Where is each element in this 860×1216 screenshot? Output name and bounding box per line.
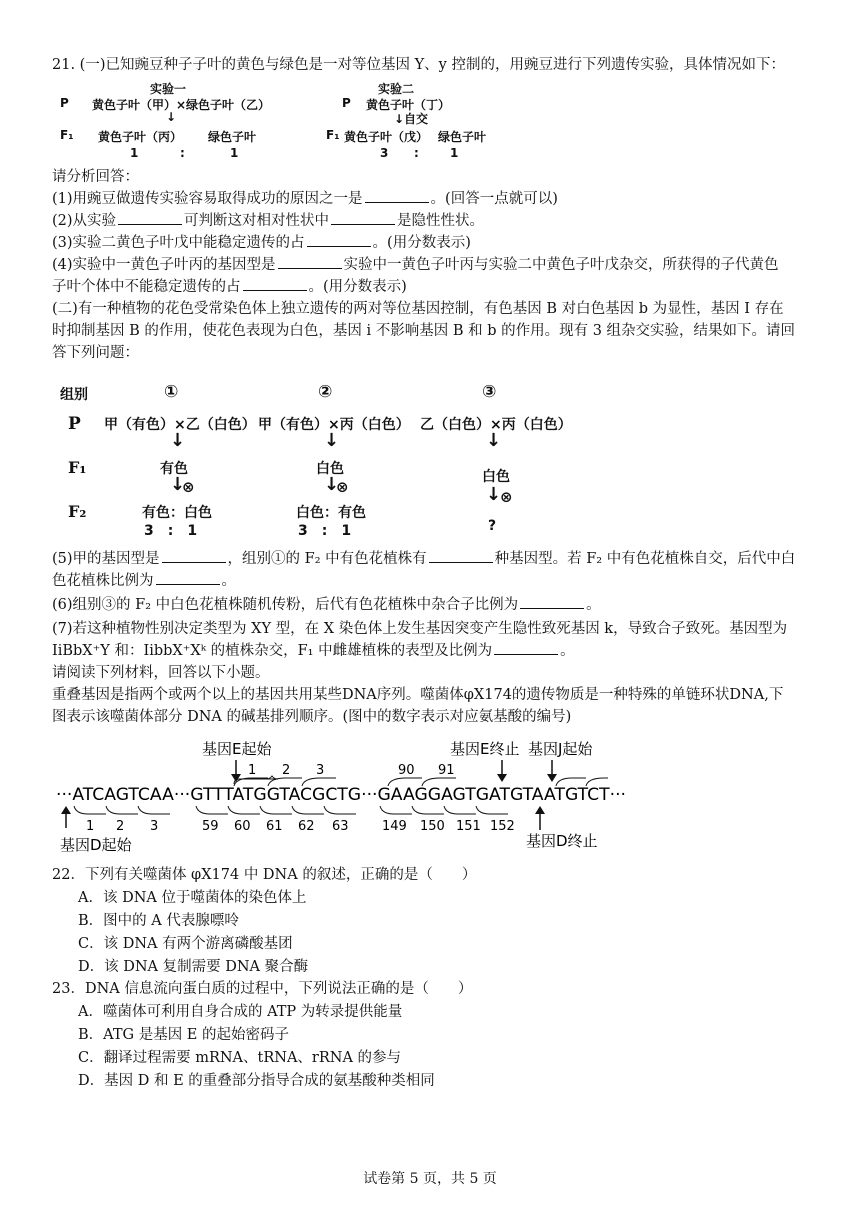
gene-e-start-label: 基因E起始 xyxy=(202,740,272,758)
gene-d-stop-label: 基因D终止 xyxy=(526,832,598,850)
exp1-title: 实验一 xyxy=(150,82,187,96)
reading-text-a: 重叠基因是指两个或两个以上的基因共用某些DNA序列。噬菌体φX174的遗传物质是一种特殊的单链环状DNA,下 xyxy=(52,687,784,703)
bottom-number: 63 xyxy=(332,819,349,834)
bottom-number: 150 xyxy=(420,819,445,834)
q23-option-b[interactable]: B．ATG 是基因 E 的起始密码子 xyxy=(78,1027,289,1043)
q21-sub2: (2)从实验 可判断这对相对性状中 是隐性性状。 xyxy=(52,210,812,232)
answer-blank[interactable] xyxy=(494,640,558,655)
dna-sequence: ···ATCAGTCAA···GTTTATGGTACGCTG···GAAGGAGTGATGTAATGTCT··· xyxy=(56,785,626,805)
f2-ratio-2: 3 : 1 xyxy=(298,523,352,539)
f1-label: F₁ xyxy=(68,458,87,477)
group-label: 组别 xyxy=(60,387,88,403)
cross-3: 乙（白色）×丙（白色） xyxy=(420,417,572,433)
answer-blank[interactable] xyxy=(278,254,342,269)
f1-2: 白色 xyxy=(316,461,344,477)
q23-option-a[interactable]: A．噬菌体可利用自身合成的 ATP 为转录提供能量 xyxy=(78,1004,403,1020)
cross-1: 甲（有色）×乙（白色） xyxy=(104,417,256,433)
gene-j-start-label: 基因J起始 xyxy=(528,740,593,758)
self-cross-icon: ⊗ xyxy=(182,478,195,496)
answer-blank[interactable] xyxy=(118,210,182,225)
exp2-selfing: ↓自交 xyxy=(394,112,429,126)
arrow-up-icon xyxy=(61,806,71,814)
bottom-number: 60 xyxy=(234,819,251,834)
arrow-down-icon xyxy=(231,774,241,782)
top-number: 3 xyxy=(316,763,325,778)
arrow-up-icon xyxy=(535,806,545,814)
down-arrow-icon: ↓ xyxy=(170,430,186,451)
answer-blank[interactable] xyxy=(331,210,395,225)
exp1-ratio-a: 1 xyxy=(130,146,139,160)
exp2-f1-a: 黄色子叶（戊） xyxy=(344,130,429,144)
gene-e-stop-label: 基因E终止 xyxy=(450,740,520,758)
q21-sub1: (1)用豌豆做遗传实验容易取得成功的原因之一是 。(回答一点就可以) xyxy=(52,188,812,210)
arrow-down-icon xyxy=(497,774,507,782)
exp2-f1-b: 绿色子叶 xyxy=(438,130,487,144)
top-number: 91 xyxy=(438,763,455,778)
q23-option-d[interactable]: D．基因 D 和 E 的重叠部分指导合成的氨基酸种类相同 xyxy=(78,1073,435,1089)
exp1-ratio-colon: : xyxy=(180,146,185,160)
f2-2: 白色：有色 xyxy=(296,505,366,521)
f2-ratio-1: 3 : 1 xyxy=(144,523,198,539)
dna-sequence-figure xyxy=(0,732,860,862)
bottom-number: 151 xyxy=(456,819,481,834)
q21-sub4a: (4)实验中一黄色子叶丙的基因型是 实验中一黄色子叶丙与实验二中黄色子叶戊杂交，所获得的子代黄色 xyxy=(52,254,812,276)
part2-intro-b: 时抑制基因 B 的作用，使花色表现为白色，基因 i 不影响基因 B 和 b 的作用。现有 3 组杂交实验，结果如下。请回 xyxy=(52,323,796,339)
part2-intro-c: 答下列问题： xyxy=(52,345,139,361)
q22-option-d[interactable]: D．该 DNA 复制需要 DNA 聚合酶 xyxy=(78,959,309,975)
exp2-p-label: P xyxy=(342,96,351,110)
q21-sub5b: 色花植株比例为 。 xyxy=(52,570,812,592)
down-arrow-icon: ↓ xyxy=(166,110,177,124)
down-arrow-icon: ↓ xyxy=(486,484,502,505)
reading-text-b: 图表示该噬菌体部分 DNA 的碱基排列顺序。(图中的数字表示对应氨基酸的编号) xyxy=(52,709,572,725)
bottom-number: 149 xyxy=(382,819,407,834)
f1-1: 有色 xyxy=(160,461,188,477)
bottom-number: 2 xyxy=(116,819,125,834)
group-1: ① xyxy=(164,382,179,402)
q22-option-b[interactable]: B．图中的 A 代表腺嘌呤 xyxy=(78,913,239,929)
q22-option-a[interactable]: A．该 DNA 位于噬菌体的染色体上 xyxy=(78,890,307,906)
answer-blank[interactable] xyxy=(243,276,307,291)
down-arrow-icon: ↓ xyxy=(324,430,340,451)
q21-sub7a: (7)若这种植物性别决定类型为 XY 型，在 X 染色体上发生基因突变产生隐性致死基因 k，导致合子致死。基因型为 xyxy=(52,621,788,637)
answer-blank[interactable] xyxy=(156,570,220,585)
bottom-number: 1 xyxy=(86,819,95,834)
top-number: 90 xyxy=(398,763,415,778)
exp2-ratio-a: 3 xyxy=(380,146,389,160)
q21-sub5a: (5)甲的基因型是 ，组别①的 F₂ 中有色花植株有 种基因型。若 F₂ 中有色花植株自交，后代中白 xyxy=(52,548,812,570)
exp2-title: 实验二 xyxy=(378,82,415,96)
q21-intro: 21. (一)已知豌豆种子子叶的黄色与绿色是一对等位基因 Y、y 控制的，用豌豆进行下列遗传实验，具体情况如下： xyxy=(52,57,785,73)
f2-3: ? xyxy=(488,518,497,534)
q21-sub3: (3)实验二黄色子叶戊中能稳定遗传的占 。(用分数表示) xyxy=(52,232,812,254)
exp2-ratio-colon: : xyxy=(414,146,419,160)
answer-blank[interactable] xyxy=(307,232,371,247)
p-label: P xyxy=(68,414,81,434)
page-footer: 试卷第 5 页，共 5 页 xyxy=(363,1171,497,1187)
group-3: ③ xyxy=(482,382,497,402)
top-number: 1 xyxy=(248,763,257,778)
self-cross-icon: ⊗ xyxy=(336,478,349,496)
answer-blank[interactable] xyxy=(429,548,493,563)
f2-label: F₂ xyxy=(68,502,87,521)
q22-option-c[interactable]: C．该 DNA 有两个游离磷酸基团 xyxy=(78,936,293,952)
reading-intro: 请阅读下列材料，回答以下小题。 xyxy=(52,665,270,681)
q23-option-c[interactable]: C．翻译过程需要 mRNA、tRNA、rRNA 的参与 xyxy=(78,1050,402,1066)
self-cross-icon: ⊗ xyxy=(500,488,513,506)
exp1-f1-a: 黄色子叶（丙） xyxy=(98,130,183,144)
q23-stem: 23．DNA 信息流向蛋白质的过程中，下列说法正确的是（ ） xyxy=(52,981,473,997)
exp1-f1-label: F₁ xyxy=(60,128,74,142)
f2-1: 有色：白色 xyxy=(142,505,212,521)
group-2: ② xyxy=(318,382,333,402)
down-arrow-icon: ↓ xyxy=(324,474,340,495)
part2-intro-a: (二)有一种植物的花色受常染色体上独立遗传的两对等位基因控制，有色基因 B 对白色基因 b 为显性，基因 I 存在 xyxy=(52,301,784,317)
cross-2: 甲（有色）×丙（白色） xyxy=(258,417,410,433)
bottom-number: 59 xyxy=(202,819,219,834)
f1-3: 白色 xyxy=(482,469,510,485)
top-number: 2 xyxy=(282,763,291,778)
exp1-p-cross: 黄色子叶（甲）×绿色子叶（乙） xyxy=(92,98,271,112)
q21-ask: 请分析回答： xyxy=(52,169,139,185)
arrow-down-icon xyxy=(547,774,557,782)
answer-blank[interactable] xyxy=(162,548,226,563)
gene-d-start-label: 基因D起始 xyxy=(60,836,132,854)
q21-sub6: (6)组别③的 F₂ 中白色花植株随机传粉，后代有色花植株中杂合子比例为 。 xyxy=(52,594,812,616)
down-arrow-icon: ↓ xyxy=(486,430,502,451)
bottom-number: 152 xyxy=(490,819,515,834)
exp2-ratio-b: 1 xyxy=(450,146,459,160)
exp1-ratio-b: 1 xyxy=(230,146,239,160)
q21-sub4b: 子叶个体中不能稳定遗传的占 。(用分数表示) xyxy=(52,276,812,298)
answer-blank[interactable] xyxy=(365,188,429,203)
exp2-p-plant: 黄色子叶（丁） xyxy=(366,98,451,112)
exp2-f1-label: F₁ xyxy=(326,128,340,142)
answer-blank[interactable] xyxy=(520,594,584,609)
bottom-number: 61 xyxy=(266,819,283,834)
q22-stem: 22．下列有关噬菌体 φX174 中 DNA 的叙述，正确的是（ ） xyxy=(52,867,477,883)
q21-sub7b: IiBbX⁺Y 和：IibbX⁺Xᵏ 的植株杂交，F₁ 中雌雄植株的表型及比例为 。 xyxy=(52,640,812,662)
exp1-p-label: P xyxy=(60,96,69,110)
bottom-number: 62 xyxy=(298,819,315,834)
bottom-number: 3 xyxy=(150,819,159,834)
exp1-f1-b: 绿色子叶 xyxy=(208,130,257,144)
down-arrow-icon: ↓ xyxy=(170,474,186,495)
